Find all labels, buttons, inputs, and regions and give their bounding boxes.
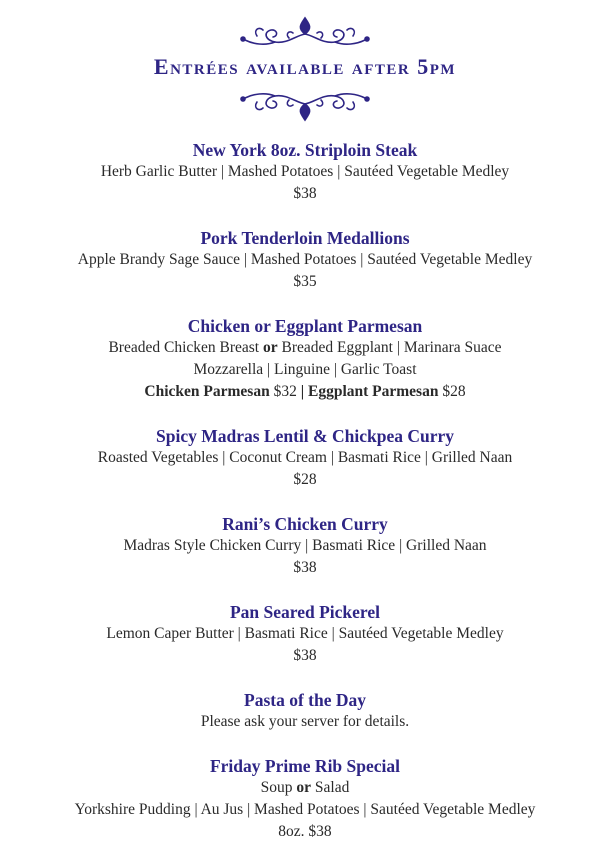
item-name: Spicy Madras Lentil & Chickpea Curry <box>156 426 454 446</box>
item-description: Herb Garlic Butter | Mashed Potatoes | Sautéed Vegetable Medley <box>100 163 510 180</box>
item-name: Pasta of the Day <box>244 690 366 710</box>
item-price: $28 <box>293 471 317 488</box>
item-description: Lemon Caper Butter | Basmati Rice | Sautéed Vegetable Medley <box>106 625 504 642</box>
item-description: Yorkshire Pudding | Au Jus | Mashed Potatoes | Sautéed Vegetable Medley <box>74 801 536 818</box>
menu-item <box>0 689 610 733</box>
chicken-price: $32 <box>273 383 297 400</box>
item-name: Chicken or Eggplant Parmesan <box>187 316 423 336</box>
item-description: Please ask your server for details. <box>200 713 410 730</box>
menu-item <box>0 601 610 667</box>
menu-item <box>0 513 610 579</box>
item-name: Friday Prime Rib Special <box>209 756 401 776</box>
item-description: Roasted Vegetables | Coconut Cream | Basmati Rice | Grilled Naan <box>97 449 513 466</box>
item-description: Madras Style Chicken Curry | Basmati Rice | Grilled Naan <box>123 537 487 554</box>
menu-items <box>0 139 610 865</box>
item-description-2: Mozzarella | Linguine | Garlic Toast <box>193 361 417 378</box>
item-price: $35 <box>293 273 317 290</box>
desc-part: Breaded Chicken Breast <box>108 339 260 356</box>
or-word: or <box>296 779 312 796</box>
soup-option: Soup <box>260 779 293 796</box>
or-word: or <box>262 339 278 356</box>
menu-item <box>0 425 610 491</box>
item-name: Rani’s Chicken Curry <box>222 514 388 534</box>
menu-item <box>0 315 610 403</box>
page-title: Entrées available after 5pm <box>153 54 457 79</box>
item-description <box>0 337 610 359</box>
ornament-top <box>0 14 610 50</box>
desc-part: Breaded Eggplant | Marinara Suace <box>281 339 502 356</box>
menu-item <box>0 227 610 293</box>
flourish-icon <box>235 88 375 124</box>
ornament-bottom <box>0 88 610 124</box>
item-options <box>0 777 610 799</box>
item-name: Pork Tenderloin Medallions <box>200 228 410 248</box>
item-price: 8oz. $38 <box>278 823 332 840</box>
item-price: $38 <box>293 185 317 202</box>
item-price <box>0 381 610 403</box>
chicken-label: Chicken Parmesan <box>144 383 270 400</box>
price-separator: | <box>300 383 305 400</box>
menu-item <box>0 755 610 843</box>
eggplant-price: $28 <box>442 383 466 400</box>
item-name: Pan Seared Pickerel <box>229 602 381 622</box>
item-name: New York 8oz. Striploin Steak <box>192 140 418 160</box>
flourish-icon <box>235 14 375 50</box>
item-description: Apple Brandy Sage Sauce | Mashed Potatoes | Sautéed Vegetable Medley <box>77 251 533 268</box>
salad-option: Salad <box>314 779 350 796</box>
item-price: $38 <box>293 647 317 664</box>
menu-item <box>0 139 610 205</box>
item-price: $38 <box>293 559 317 576</box>
eggplant-label: Eggplant Parmesan <box>308 383 439 400</box>
